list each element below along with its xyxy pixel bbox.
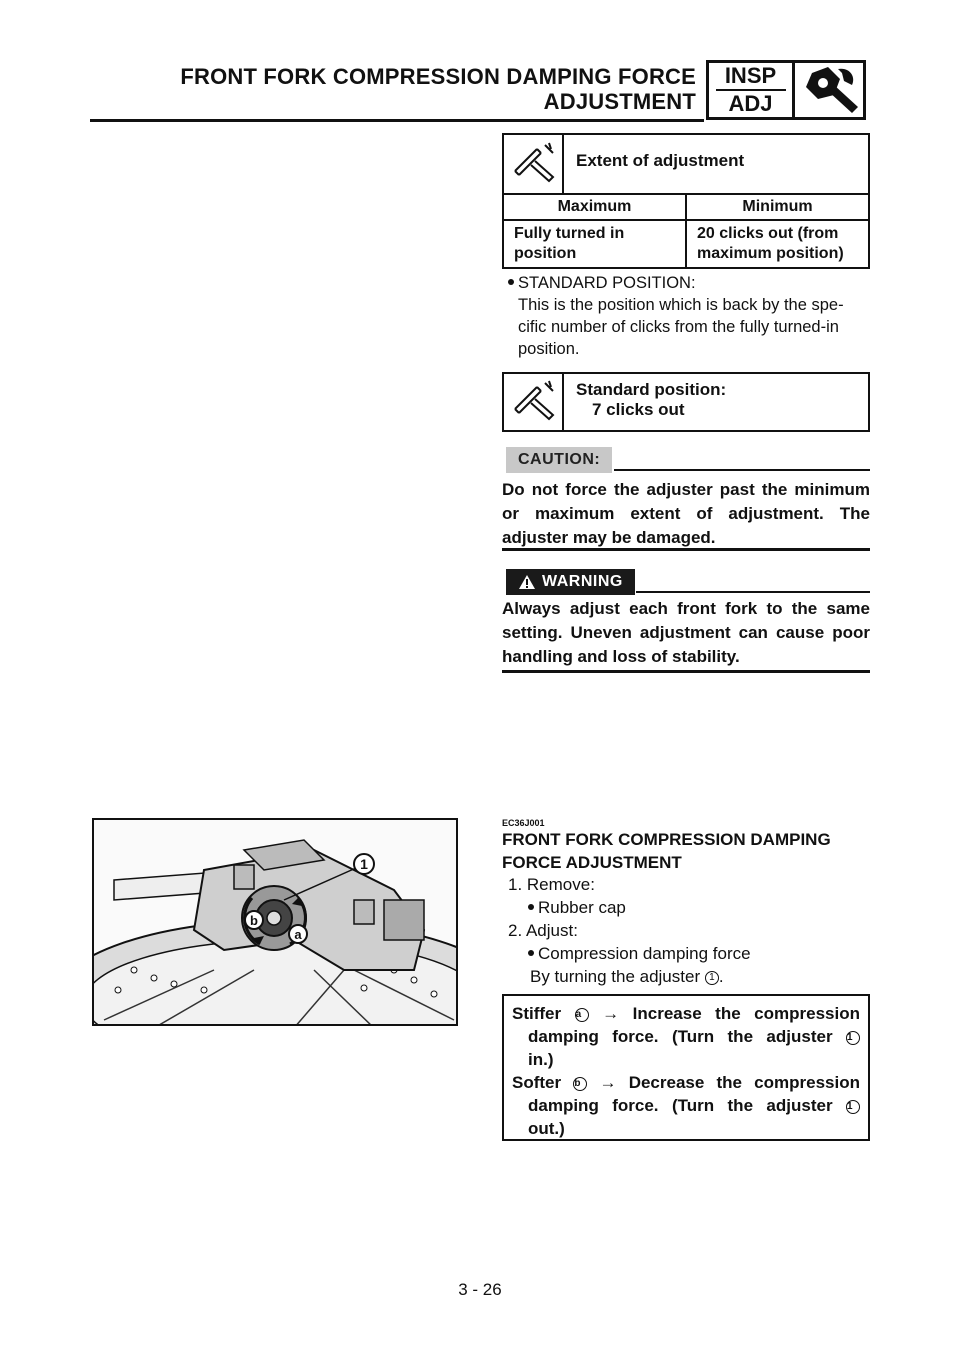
section-code: EC36J001	[502, 818, 545, 828]
max-value: Fully turned in position	[514, 225, 625, 262]
stiffer-line: Stiffer a → Increase the compression	[512, 1004, 860, 1023]
badge-insp: INSP	[724, 63, 777, 88]
caution-banner	[502, 447, 870, 475]
standard-value: 7 clicks out	[592, 400, 685, 419]
step-2: 2. Adjust:	[508, 921, 578, 940]
caution-label: CAUTION:	[506, 447, 612, 473]
photo-callout-a: a	[294, 927, 302, 942]
steps-list	[508, 873, 751, 988]
caution-text: Do not force the adjuster past the minimum or maximum extent of adjustment. The adjuster may be damaged.	[502, 480, 870, 547]
standard-position-text: STANDARD POSITION: This is the position which is back by the spe- cific number of clicks from the fully turned-in position.	[508, 272, 844, 360]
col-minimum: Minimum	[685, 195, 868, 219]
step-2-detail: By turning the adjuster 1 .	[530, 967, 724, 986]
col-maximum: Maximum	[557, 198, 632, 215]
extent-table	[502, 133, 870, 269]
caliper-icon	[504, 135, 564, 193]
section-title: FRONT FORK COMPRESSION DAMPING FORCE ADJUSTMENT	[502, 830, 831, 872]
page-number: 3 - 26	[458, 1280, 502, 1299]
photo-callout-b: b	[250, 913, 258, 928]
warning-text: Always adjust each front fork to the same setting. Uneven adjustment can cause poor handling and loss of stability.	[502, 599, 870, 666]
adjuster-photo	[92, 818, 458, 1026]
warning-triangle-icon	[518, 574, 536, 590]
wrench-nut-icon	[795, 63, 863, 117]
warning-label: WARNING	[542, 573, 623, 590]
section-badge	[706, 60, 866, 120]
page-title-line2: ADJUSTMENT	[543, 89, 696, 114]
standard-table	[502, 372, 870, 432]
page-title-line1: FRONT FORK COMPRESSION DAMPING FORCE	[180, 64, 696, 89]
warning-banner	[502, 569, 870, 597]
photo-callout-1: 1	[360, 856, 368, 872]
badge-adj: ADJ	[728, 91, 773, 116]
softer-line: Softer b → Decrease the compression	[512, 1073, 860, 1092]
adjust-direction-box: Stiffer a → Increase the compression damping force. (Turn the adjuster 1 in.) Softer b → Decrease the compression damping force. (Turn the adjuster 1 out.)	[502, 994, 870, 1141]
step-2-item: Compression damping force	[538, 944, 751, 963]
page-title	[180, 64, 696, 114]
step-1-item: Rubber cap	[538, 898, 626, 917]
caliper-icon	[504, 374, 564, 430]
extent-heading: Extent of adjustment	[576, 151, 745, 170]
min-value: 20 clicks out (from maximum position)	[685, 221, 868, 267]
step-1: 1. Remove:	[508, 875, 595, 894]
header-rule	[90, 119, 704, 122]
standard-heading: Standard position:	[576, 380, 727, 399]
